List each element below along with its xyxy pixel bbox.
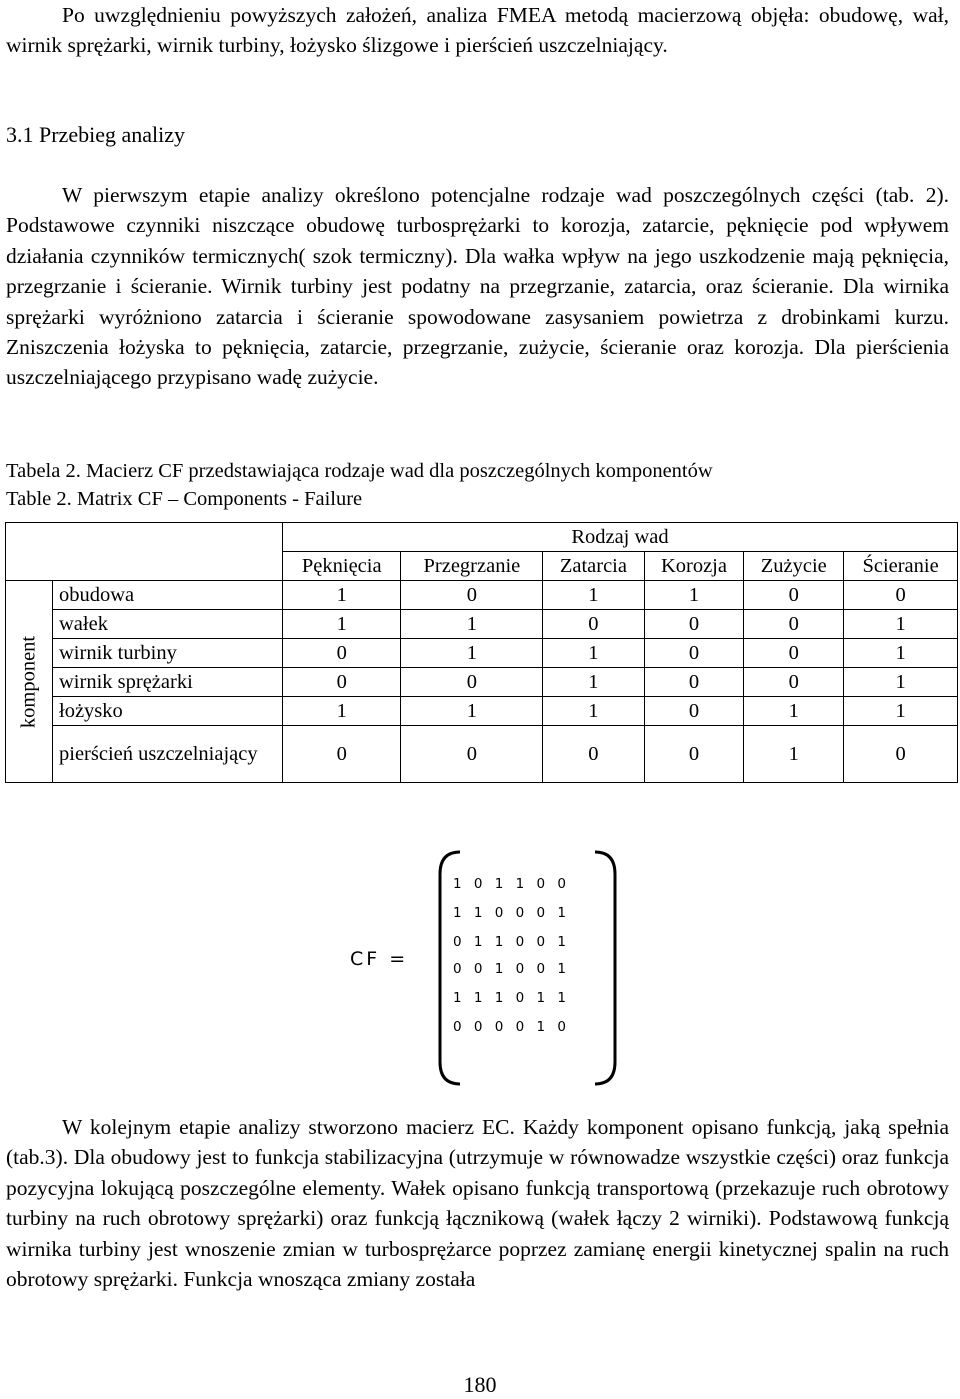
ec-matrix-paragraph: W kolejnym etapie analizy stworzono macierz EC. Każdy komponent opisano funkcją, jaką spełnia (tab.3). Dla obudowy jest to funkcja stabilizacyjna (utrzymuje w równowadze wszystkie części) oraz funkcja pozycyjna lokującą poszczególne elementy. Wałek opisano funkcją transportową (przekazuje ruch obrotowy turbiny na ruch obrotowy sprężarki) oraz funkcją łącznikową (wałek łączy 2 wirniki). Podstawową funkcją wirnika turbiny jest wnoszenie zmian w turbosprężarce poprzez zamianę energii kinetycznej spalin na ruch obrotowy sprężarki. Funkcja wnosząca zmiany została — [6, 1115, 949, 1292]
column-header: Zatarcia — [543, 552, 644, 581]
failure-type-header: Rodzaj wad — [283, 523, 958, 552]
table-cell: 1 — [844, 697, 958, 726]
table-cell: 1 — [543, 697, 644, 726]
table-cell: 1 — [401, 610, 543, 639]
table-cell: 1 — [401, 697, 543, 726]
table-row — [6, 639, 958, 668]
matrix-row-text: 0 1 1 0 0 1 — [453, 934, 570, 950]
table-cell: 1 — [744, 697, 844, 726]
column-header: Pęknięcia — [283, 552, 401, 581]
table-row — [6, 610, 958, 639]
column-header: Przegrzanie — [401, 552, 543, 581]
failure-modes-paragraph: W pierwszym etapie analizy określono potencjalne rodzaje wad poszczególnych części (tab. 2). Podstawowe czynniki niszczące obudowę turbosprężarki to korozja, zatarcie, pęknięcie pod wpływem działania czynników termicznych( szok termiczny). Dla wałka wpływ na jego uszkodzenie mają pęknięcia, przegrzanie i ścieranie. Wirnik turbiny jest podatny na przegrzanie, zatarcia, oraz ścieranie. Dla wirnika sprężarki wyróżniono zatarcia i ścieranie spowodowane zasysaniem powietrza z drobinkami kurzu. Zniszczenia łożyska to pęknięcia, zatarcie, przegrzanie, zużycie, ścieranie oraz korozja. Dla pierścienia uszczelniającego przypisano wadę zużycie. — [6, 183, 949, 390]
table-caption-en: Table 2. Matrix CF – Components - Failure — [6, 488, 363, 510]
table-cell: 1 — [844, 610, 958, 639]
table-row — [6, 726, 958, 783]
table-cell: 1 — [644, 581, 744, 610]
table-corner — [6, 523, 283, 581]
row-label: pierścień uszczelniający — [53, 726, 283, 783]
row-label: wałek — [53, 610, 283, 639]
cf-matrix-figure — [340, 840, 620, 1095]
table-cell: 0 — [283, 668, 401, 697]
table-cell: 0 — [644, 610, 744, 639]
table-cell: 0 — [644, 726, 744, 783]
row-label: wirnik sprężarki — [53, 668, 283, 697]
table-cell: 0 — [283, 726, 401, 783]
table-cell: 0 — [401, 726, 543, 783]
cf-label: CF = — [350, 948, 409, 970]
component-axis-text: komponent — [17, 635, 40, 728]
matrix-row-text: 1 1 1 0 1 1 — [453, 990, 570, 1006]
table-cell: 1 — [401, 639, 543, 668]
table-cell: 0 — [844, 726, 958, 783]
table-cell: 0 — [283, 639, 401, 668]
table-cell: 0 — [844, 581, 958, 610]
table-cell: 0 — [401, 581, 543, 610]
table-cell: 0 — [744, 581, 844, 610]
table-cell: 0 — [644, 639, 744, 668]
table-cell: 0 — [744, 610, 844, 639]
matrix-row-text: 0 0 1 0 0 1 — [453, 961, 570, 977]
table-row — [6, 581, 958, 610]
table-cell: 1 — [844, 639, 958, 668]
table-cell: 0 — [644, 697, 744, 726]
table-cell: 0 — [401, 668, 543, 697]
right-bracket — [595, 852, 615, 1084]
table-cell: 1 — [283, 581, 401, 610]
table-cell: 1 — [283, 697, 401, 726]
table-row — [6, 668, 958, 697]
row-label: łożysko — [53, 697, 283, 726]
table-cell: 1 — [543, 668, 644, 697]
column-header: Ścieranie — [844, 552, 958, 581]
page-number: 180 — [463, 1372, 497, 1397]
table-cell: 1 — [283, 610, 401, 639]
matrix-row-text: 1 1 0 0 0 1 — [453, 905, 570, 921]
matrix-row-text: 0 0 0 0 1 0 — [453, 1019, 570, 1035]
table-cell: 0 — [543, 610, 644, 639]
table-cell: 1 — [543, 639, 644, 668]
matrix-row-text: 1 0 1 1 0 0 — [453, 876, 570, 892]
table-cell: 0 — [744, 639, 844, 668]
table-cell: 0 — [543, 726, 644, 783]
column-header: Zużycie — [744, 552, 844, 581]
table-cell: 1 — [744, 726, 844, 783]
table-cell: 1 — [543, 581, 644, 610]
component-axis-label — [6, 581, 53, 783]
table-cell: 0 — [744, 668, 844, 697]
intro-paragraph: Po uwzględnieniu powyższych założeń, analiza FMEA metodą macierzową objęła: obudowę, wał, wirnik sprężarki, wirnik turbiny, łożysko ślizgowe i pierścień uszczelniający. — [6, 3, 949, 58]
column-header: Korozja — [644, 552, 744, 581]
cf-matrix-table — [5, 522, 958, 783]
row-label: wirnik turbiny — [53, 639, 283, 668]
table-cell: 1 — [844, 668, 958, 697]
row-label: obudowa — [53, 581, 283, 610]
section-heading: 3.1 Przebieg analizy — [6, 122, 185, 147]
table-cell: 0 — [644, 668, 744, 697]
table-caption-pl: Tabela 2. Macierz CF przedstawiająca rodzaje wad dla poszczególnych komponentów — [6, 460, 713, 482]
table-row — [6, 697, 958, 726]
